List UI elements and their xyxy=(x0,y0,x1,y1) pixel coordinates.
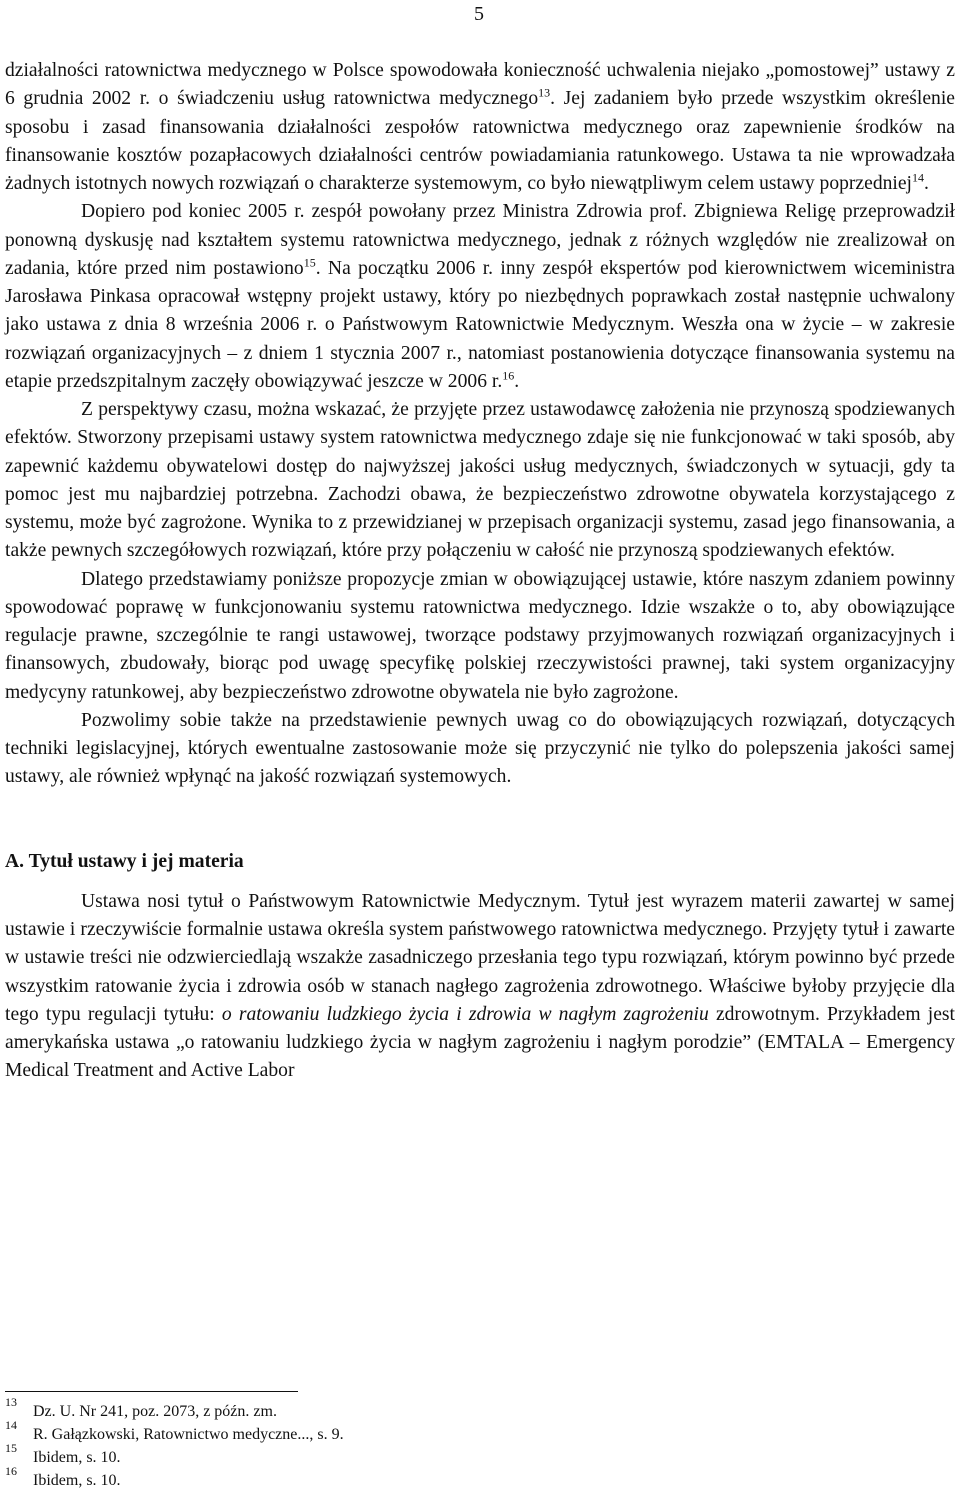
footnote xyxy=(5,1464,605,1492)
text-run: . Jej zadaniem było przede wszystkim określenie sposobu i zasad finansowania działalności zespołów ratownictwa medycznego oraz zapewnienie środków na finansowanie kosztów pozapłacowych działalności centrów powiadamiania ratunkowego. Ustawa ta nie wprowadzała żadnych istotnych nowych rozwiązań o charakterze systemowym, co było niewątpliwym celem ustawy poprzedniej xyxy=(5,88,955,194)
footnote-text: Ibidem, s. 10. xyxy=(33,1472,121,1489)
intro-paragraphs xyxy=(5,57,955,792)
text-run: Dlatego przedstawiamy poniższe propozycje zmian w obowiązującej ustawie, które naszym zdaniem powinny spowodować poprawę w funkcjonowaniu systemu ratownictwa medycznego. Idzie wszakże o to, aby obowiązujące regulacje prawne, szczególnie te rangi ustawowej, tworzące podstawy przyjmowanych rozwiązań organizacyjnych i finansowych, zbudowały, biorąc pod uwagę specyfikę polskiej rzeczywistości prawnej, taki system organizacyjny medycyny ratunkowej, aby bezpieczeństwo zdrowotne obywatela nie było zagrożone. xyxy=(5,568,955,703)
page-number: 5 xyxy=(474,3,484,25)
footnote-reference: 16 xyxy=(502,368,515,383)
footnote-reference: 13 xyxy=(538,85,551,100)
text-run: . xyxy=(514,370,520,392)
footnote-reference: 15 xyxy=(303,255,316,270)
paragraph xyxy=(5,888,955,1086)
footnote-text: Ibidem, s. 10. xyxy=(33,1449,121,1466)
paragraph xyxy=(5,198,955,396)
footnote-reference: 14 xyxy=(912,170,925,185)
footnote-text: R. Gałązkowski, Ratownictwo medyczne..., s. 9. xyxy=(33,1426,344,1443)
footnote xyxy=(5,1395,605,1423)
text-run: Dopiero pod koniec 2005 r. zespół powołany przez Ministra Zdrowia prof. Zbigniewa Religę przeprowadził ponowną dyskusję nad kształtem systemu ratownictwa medycznego, jednak z różnych względów nie zrealizował on zadania, które przed nim postawiono xyxy=(5,201,955,279)
text-run: . Na początku 2006 r. inny zespół ekspertów pod kierownictwem wiceministra Jarosława Pinkasa opracował wstępny projekt ustawy, który po niezbędnych poprawkach został następnie uchwalony jako ustawa z dnia 8 września 2006 r. o Państwowym Ratownictwie Medycznym. Weszła ona w życie – w zakresie rozwiązań organizacyjnych – z dniem 1 stycznia 2007 r., natomiast postanowienia dotyczące finansowania systemu na etapie przedszpitalnym zaczęły obowiązywać jeszcze w 2006 r. xyxy=(5,257,955,392)
footnote-separator xyxy=(5,1391,298,1392)
text-run: Pozwolimy sobie także na przedstawienie pewnych uwag co do obowiązujących rozwiązań, dotyczących techniki legislacyjnej, których ewentualne zastosowanie może się przyczynić nie tylko do polepszenia jakości samej ustawy, ale również wpłynąć na jakość rozwiązań systemowych. xyxy=(5,709,955,788)
paragraph xyxy=(5,57,955,198)
section-paragraphs xyxy=(5,888,955,1086)
text-run: Ustawa nosi tytuł o Państwowym Ratownictwie Medycznym. Tytuł jest wyrazem materii zawartej w samej ustawie i rzeczywiście formalnie ustawa określa system państwowego ratownictwa medycznego. Przyjęty tytuł i zawarte w ustawie treści nie odzwierciedlają wszakże zasadniczego przesłania tego typu rozwiązań, którym powinno być przede wszystkim ratowanie życia i zdrowia osób w stanach nagłego zagrożenia zdrowotnego. Właściwe byłoby przyjęcie dla tego typu regulacji tytułu: xyxy=(5,890,955,1025)
footnote xyxy=(5,1441,605,1469)
paragraph xyxy=(5,707,955,792)
footnote-number: 13 xyxy=(5,1395,17,1409)
section-heading: A. Tytuł ustawy i jej materia xyxy=(5,850,244,872)
footnotes xyxy=(5,1395,605,1492)
paragraph xyxy=(5,396,955,566)
paragraph xyxy=(5,566,955,707)
text-run: Z perspektywy czasu, można wskazać, że przyjęte przez ustawodawcę założenia nie przynoszą spodziewanych efektów. Stworzony przepisami ustawy system ratownictwa medycznego zdaje się nie funkcjonować w taki sposób, aby zapewnić każdemu obywatelowi dostęp do najwyższej jakości usług medycznych, świadczonych w sytuacji, gdy ta pomoc jest mu najbardziej potrzebna. Zachodzi obawa, że bezpieczeństwo zdrowotne obywatela korzystającego z systemu, może być zagrożone. Wynika to z przewidzianej w przepisach organizacji systemu, zasad jego finansowania, a także pewnych szczegółowych rozwiązań, które przy połączeniu w całość nie przynoszą spodziewanych efektów. xyxy=(5,399,955,562)
footnote xyxy=(5,1418,605,1446)
text-run: zdrowotnym. Przykładem jest amerykańska ustawa „o ratowaniu ludzkiego życia w nagłym zagrożeniu i nagłym porodzie” (EMTALA – Emergency Medical Treatment and Active Labor xyxy=(5,1003,955,1082)
body-text xyxy=(5,57,955,1086)
italic-text: o ratowaniu ludzkiego życia i zdrowia w nagłym zagrożeniu xyxy=(221,1003,709,1025)
text-run: działalności ratownictwa medycznego w Polsce spowodowała konieczność uchwalenia niejako „pomostowej” ustawy z 6 grudnia 2002 r. o świadczeniu usług ratownictwa medycznego xyxy=(5,60,955,110)
footnote-text: Dz. U. Nr 241, poz. 2073, z późn. zm. xyxy=(33,1403,277,1420)
footnote-number: 15 xyxy=(5,1441,17,1455)
footnote-number: 14 xyxy=(5,1418,17,1432)
text-run: . xyxy=(924,173,929,194)
footnote-number: 16 xyxy=(5,1464,17,1478)
